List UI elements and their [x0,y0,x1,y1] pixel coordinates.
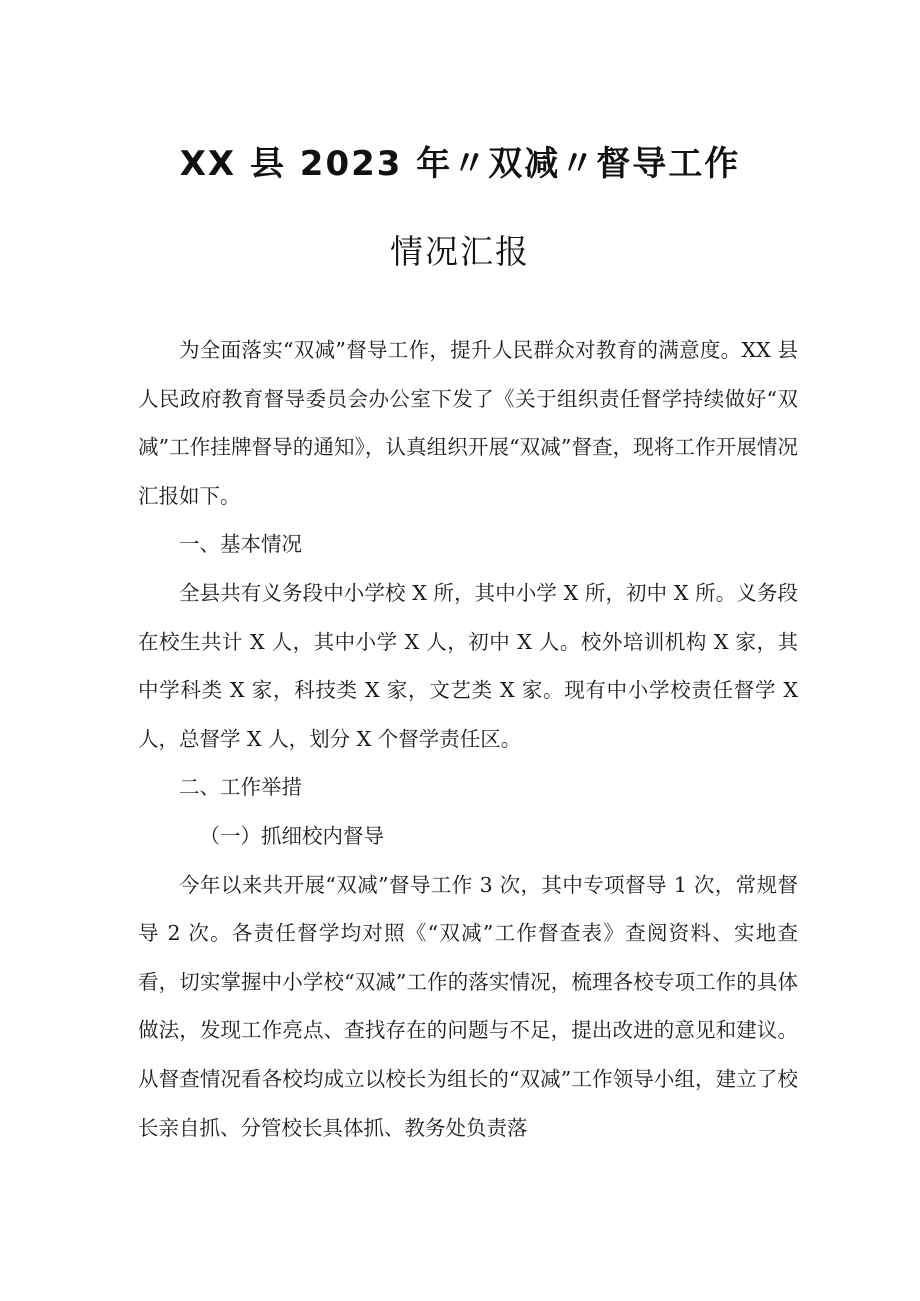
subsection1-paragraph: 今年以来共开展“双减”督导工作 3 次，其中专项督导 1 次，常规督导 2 次。各责任督学均对照《“双减”工作督查表》查阅资料、实地查看，切实掌握中小学校“双减”工作的落实情况，梳理各校专项工作的具体做法，发现工作亮点、查找存在的问题与不足，提出改进的意见和建议。从督查情况看各校均成立以校长为组长的“双减”工作领导小组，建立了校长亲自抓、分管校长具体抓、教务处负责落 [138,872,798,1140]
section1-paragraph: 全县共有义务段中小学校 X 所，其中小学 X 所，初中 X 所。义务段在校生共计 X 人，其中小学 X 人，初中 X 人。校外培训机构 X 家，其中学科类 X 家，科技类 X 家，文艺类 X 家。现有中小学校责任督学 X 人，总督学 X 人，划分 X 个督学责任区。 [138,580,798,751]
document-title-line1: XX 县 2023 年〃双减〃督导工作 [179,144,741,184]
document-title-line2: 情况汇报 [390,232,530,271]
section2-heading: 二、工作举措 [179,775,302,800]
section1-heading: 一、基本情况 [179,532,302,557]
intro-paragraph: 为全面落实“双减”督导工作，提升人民群众对教育的满意度。XX 县人民政府教育督导委员会办公室下发了《关于组织责任督学持续做好“双减”工作挂牌督导的通知》，认真组织开展“双减”督查，现将工作开展情况汇报如下。 [138,338,798,508]
document-body [138,326,798,1152]
subsection1-heading: （一）抓细校内督导 [199,823,384,848]
